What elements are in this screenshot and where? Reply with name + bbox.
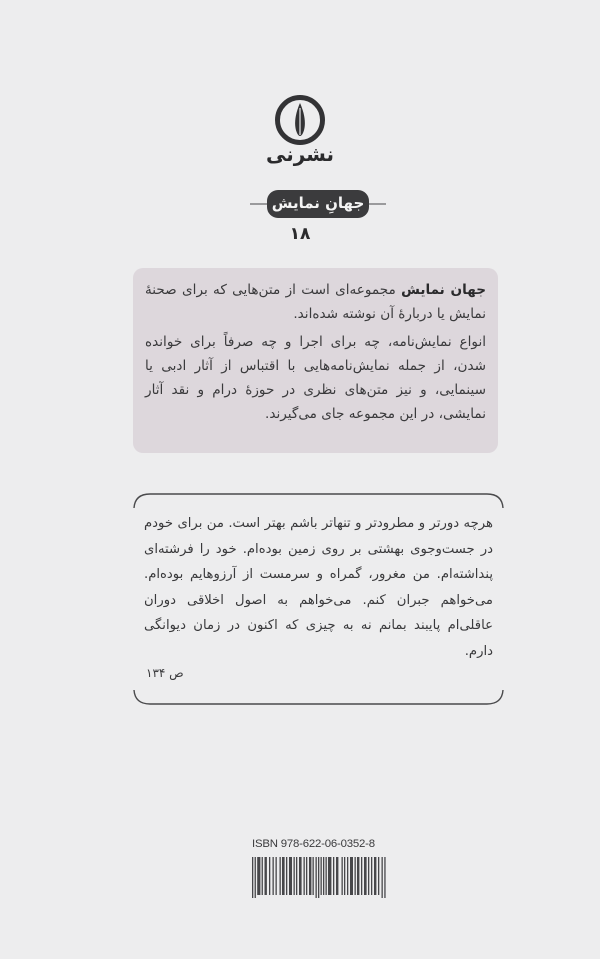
quote-frame xyxy=(132,493,505,705)
quote-page-reference: ص ۱۳۴ xyxy=(146,666,184,680)
quote-bracket-top xyxy=(132,493,505,509)
series-description-box xyxy=(133,268,498,453)
barcode-icon xyxy=(252,857,386,898)
series-banner xyxy=(250,190,386,218)
quote-bracket-bottom xyxy=(132,689,505,705)
quote-paragraph: هرچه دورتر و مطرودتر و تنهاتر باشم بهتر است. من برای خودم در جست‌وجوی بهشتی بر روی زمین بوده‌ام. خود را فرشته‌ای پنداشته‌ام. من مغرور، گمراه و سرمست از آرزوهایم بوده‌ام. می‌خواهم جبران کنم. می‌خواهم به اصول اخلاقی دوران عاقلی‌ام پایبند بمانم نه به چیزی که اکنون در زمان دیوانگی دارم. xyxy=(144,516,493,659)
publisher-logo-icon xyxy=(274,94,326,146)
series-number: ۱۸ xyxy=(289,224,311,244)
isbn-label: ISBN 978-622-06-0352-8 xyxy=(252,838,375,850)
series-title-pill: جهانِ نمایش xyxy=(267,190,369,218)
description-series-name: جهان نمایش xyxy=(401,282,486,298)
publisher-name: نشرنی xyxy=(265,142,335,166)
description-paragraph-2: انواع نمایش‌نامه، چه برای اجرا و چه صرفاً برای خوانده شدن، از جمله نمایش‌نامه‌هایی با اقتباس از آثار ادبی یا سینمایی، و نیز متن‌های نظری در حوزهٔ درام و نقد آثار نمایشی، در این مجموعه جای می‌گیرند. xyxy=(145,334,486,422)
description-paragraph-1 xyxy=(145,278,486,326)
quote-text xyxy=(144,511,493,664)
description-text-1: مجموعه‌ای است از متن‌هایی که برای صحنهٔ نمایش یا دربارهٔ آن نوشته شده‌اند. xyxy=(145,282,486,322)
